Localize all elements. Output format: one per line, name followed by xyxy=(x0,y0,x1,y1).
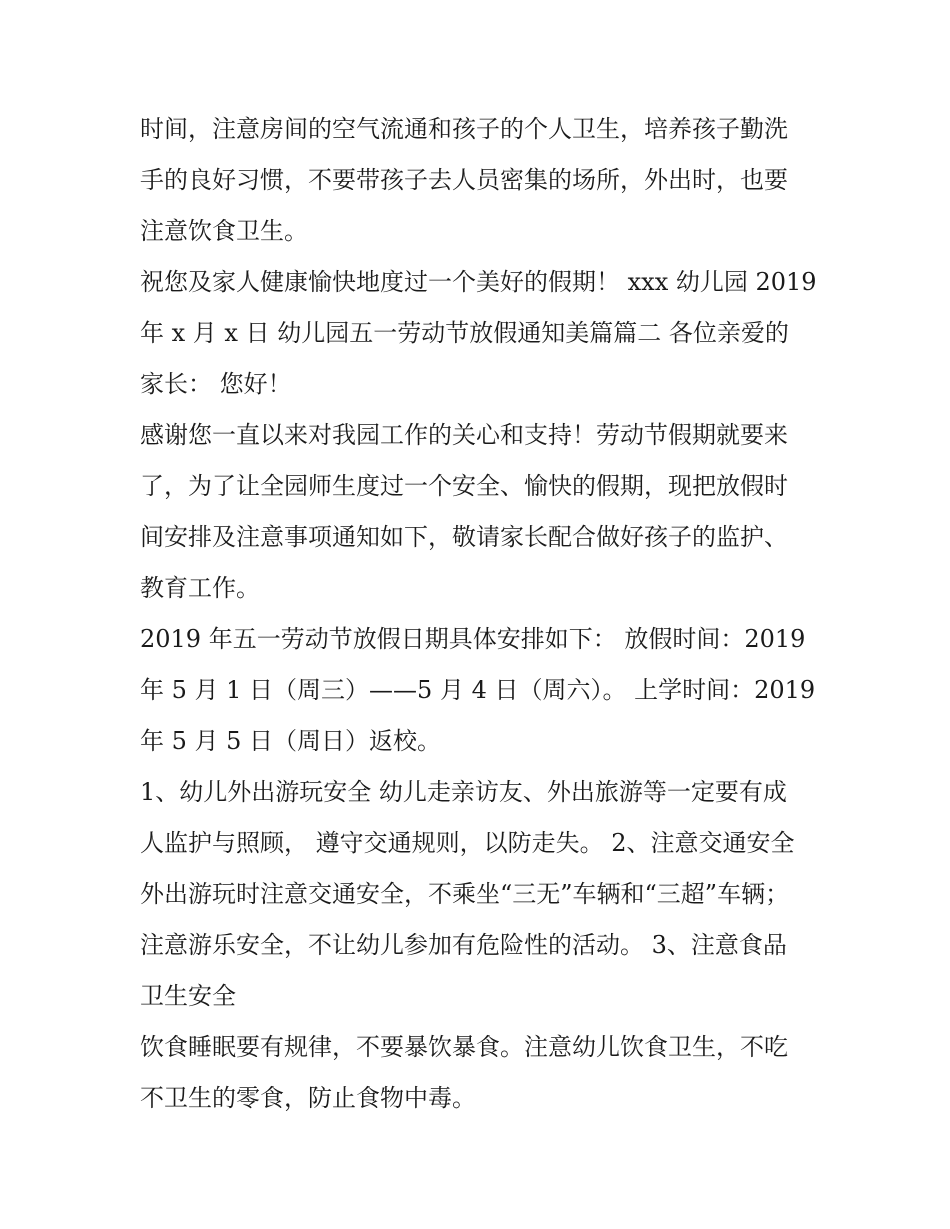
text-line: 感谢您一直以来对我园工作的关心和支持！劳动节假期就要来 xyxy=(140,421,788,449)
text-line: 手的良好习惯，不要带孩子去人员密集的场所，外出时，也要 xyxy=(140,166,788,194)
text-line: 注意饮食卫生。 xyxy=(140,217,308,245)
text-line: 外出游玩时注意交通安全，不乘坐“三无”车辆和“三超”车辆； xyxy=(140,880,790,908)
text-line: 不卫生的零食，防止食物中毒。 xyxy=(140,1084,476,1112)
text-line: 间安排及注意事项通知如下，敬请家长配合做好孩子的监护、 xyxy=(140,523,788,551)
text-line: 卫生安全 xyxy=(140,982,236,1010)
text-line: 教育工作。 xyxy=(140,574,260,602)
text-line: 祝您及家人健康愉快地度过一个美好的假期！ xxx 幼儿园 2019 xyxy=(140,268,817,296)
text-line: 注意游乐安全，不让幼儿参加有危险性的活动。 3、注意食品 xyxy=(140,931,787,959)
text-line: 时间，注意房间的空气流通和孩子的个人卫生，培养孩子勤洗 xyxy=(140,115,788,143)
text-line: 了，为了让全园师生度过一个安全、愉快的假期，现把放假时 xyxy=(140,472,788,500)
text-line: 1、幼儿外出游玩安全 幼儿走亲访友、外出旅游等一定要有成 xyxy=(140,778,787,806)
text-line: 年 5 月 1 日（周三）——5 月 4 日（周六）。 上学时间：2019 xyxy=(140,676,816,704)
document-body xyxy=(140,104,820,1124)
text-line: 年 x 月 x 日 幼儿园五一劳动节放假通知美篇篇二 各位亲爱的 xyxy=(140,319,789,347)
text-line: 2019 年五一劳动节放假日期具体安排如下： 放假时间：2019 xyxy=(140,625,806,653)
text-line: 年 5 月 5 日（周日）返校。 xyxy=(140,727,442,755)
text-line: 人监护与照顾， 遵守交通规则，以防走失。 2、注意交通安全 xyxy=(140,829,795,857)
text-line: 家长： 您好！ xyxy=(140,370,292,398)
text-line: 饮食睡眠要有规律，不要暴饮暴食。注意幼儿饮食卫生，不吃 xyxy=(140,1033,788,1061)
